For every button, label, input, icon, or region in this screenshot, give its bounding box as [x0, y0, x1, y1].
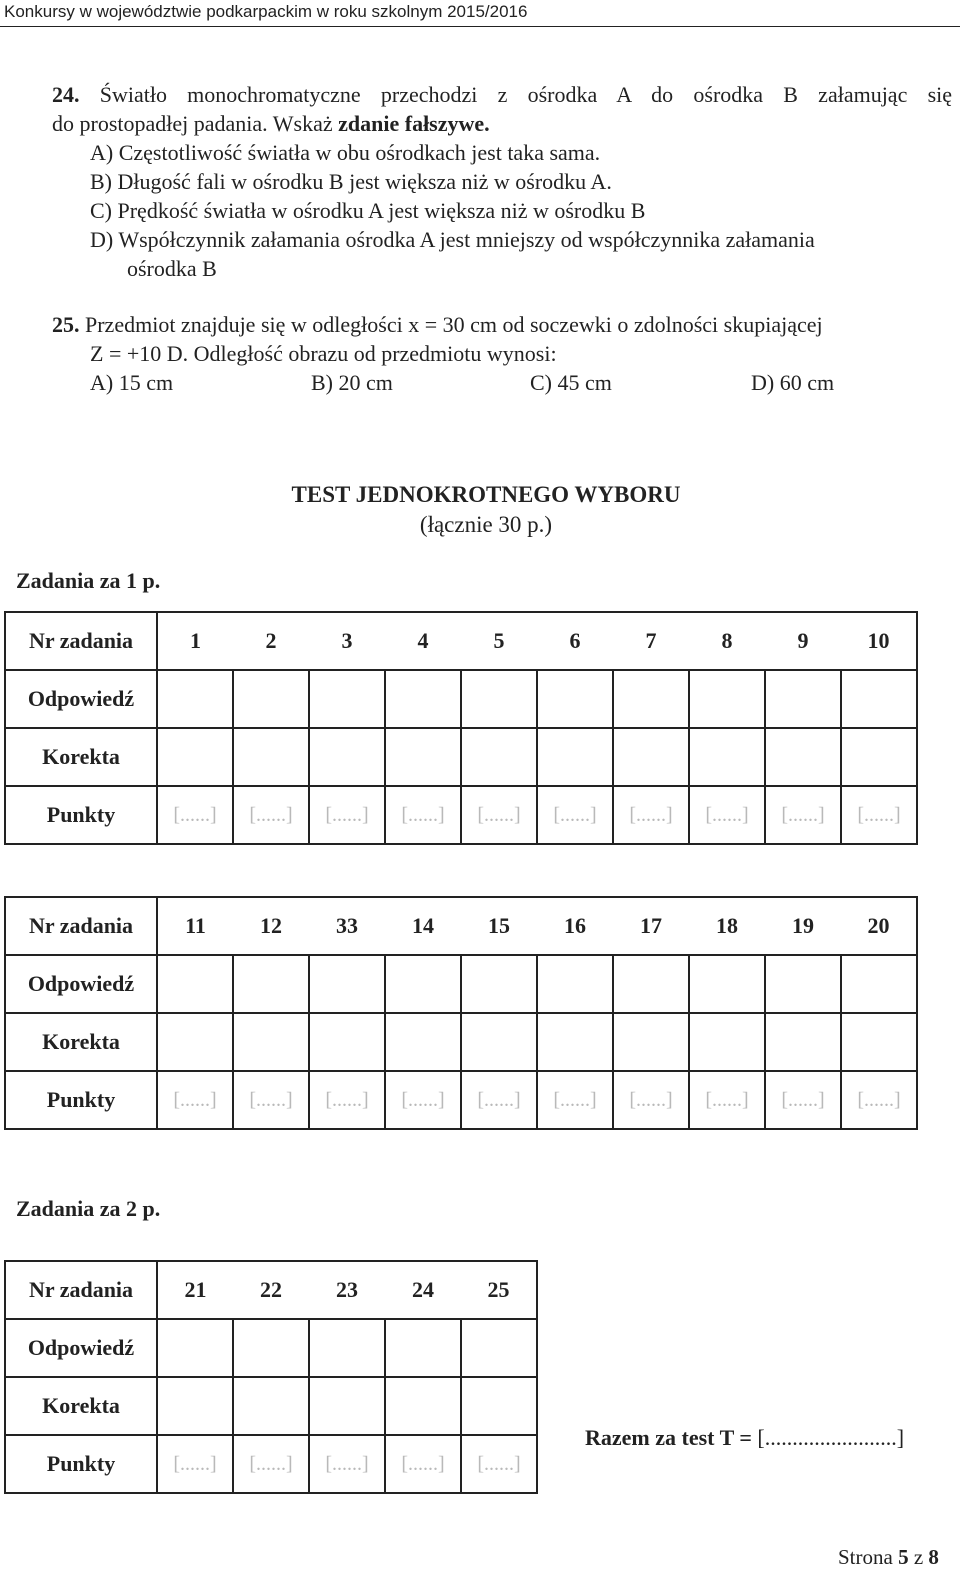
q25-answer-b: B) 20 cm [311, 370, 393, 395]
q25-number: 25. [52, 312, 80, 337]
correction-cell[interactable] [461, 1013, 537, 1071]
total-label: Razem za test T = [585, 1425, 758, 1450]
q24-line1-text: Światło monochromatyczne przechodzi z ośrodka A do ośrodka B załamując się [99, 82, 953, 107]
correction-cell[interactable] [537, 728, 613, 786]
answer-cell[interactable] [461, 670, 537, 728]
correction-cell[interactable] [613, 728, 689, 786]
row-label-nr: Nr zadania [5, 897, 157, 955]
points-cell[interactable]: [......] [385, 1071, 461, 1129]
correction-cell[interactable] [309, 1013, 385, 1071]
task-number: 8 [689, 612, 765, 670]
points-cell[interactable]: [......] [765, 1071, 841, 1129]
answer-cell[interactable] [157, 955, 233, 1013]
points-cell[interactable]: [......] [613, 1071, 689, 1129]
points-cell[interactable]: [......] [309, 1435, 385, 1493]
correction-cell[interactable] [233, 728, 309, 786]
answer-cell[interactable] [613, 955, 689, 1013]
table-row-points [5, 1435, 537, 1493]
row-label-kor: Korekta [5, 1377, 157, 1435]
answer-cell[interactable] [157, 1319, 233, 1377]
points-cell[interactable]: [......] [537, 1071, 613, 1129]
total-score [585, 1425, 904, 1451]
task-number: 5 [461, 612, 537, 670]
points-cell[interactable]: [......] [461, 1435, 537, 1493]
task-number: 20 [841, 897, 917, 955]
answer-cell[interactable] [461, 1319, 537, 1377]
q24-option-d: D) Współczynnik załamania ośrodka A jest mniejszy od współczynnika załamania [90, 227, 815, 252]
answer-cell[interactable] [765, 670, 841, 728]
answer-cell[interactable] [841, 670, 917, 728]
footer-mid: z [908, 1545, 929, 1569]
page-footer [838, 1545, 939, 1570]
row-label-kor: Korekta [5, 728, 157, 786]
points-cell[interactable]: [......] [765, 786, 841, 844]
task-number: 19 [765, 897, 841, 955]
answer-cell[interactable] [537, 670, 613, 728]
task-number: 25 [461, 1261, 537, 1319]
footer-prefix: Strona [838, 1545, 899, 1569]
section-label-1p: Zadania za 1 p. [16, 568, 161, 593]
q24-line1 [52, 80, 952, 109]
correction-cell[interactable] [765, 728, 841, 786]
correction-cell[interactable] [385, 728, 461, 786]
q24-option-d-cont: ośrodka B [127, 256, 217, 281]
answer-table-11-20 [4, 896, 918, 1130]
points-cell[interactable]: [......] [537, 786, 613, 844]
task-number: 15 [461, 897, 537, 955]
task-number: 1 [157, 612, 233, 670]
row-label-nr: Nr zadania [5, 1261, 157, 1319]
answer-cell[interactable] [157, 670, 233, 728]
table-row-answers [5, 1319, 537, 1377]
table-row-numbers [5, 897, 917, 955]
q25-line1-text: Przedmiot znajduje się w odległości x = 30 cm od soczewki o zdolności skupiającej [85, 312, 823, 337]
row-label-odp: Odpowiedź [5, 955, 157, 1013]
question-25 [52, 310, 952, 397]
answer-cell[interactable] [233, 670, 309, 728]
section-label-2p: Zadania za 2 p. [16, 1196, 161, 1221]
table-row-numbers [5, 1261, 537, 1319]
points-cell[interactable]: [......] [233, 1071, 309, 1129]
answer-cell[interactable] [233, 955, 309, 1013]
q24-emphasis: zdanie fałszywe. [338, 111, 490, 136]
task-number: 11 [157, 897, 233, 955]
points-cell[interactable]: [......] [613, 786, 689, 844]
answer-cell[interactable] [689, 670, 765, 728]
task-number: 9 [765, 612, 841, 670]
row-label-pkt: Punkty [5, 1435, 157, 1493]
task-number: 16 [537, 897, 613, 955]
total-value[interactable]: [........................] [757, 1425, 905, 1450]
footer-page: 5 [898, 1545, 909, 1569]
correction-cell[interactable] [309, 1377, 385, 1435]
task-number: 17 [613, 897, 689, 955]
answer-cell[interactable] [461, 955, 537, 1013]
points-cell[interactable]: [......] [385, 786, 461, 844]
table-row-answers [5, 955, 917, 1013]
answer-cell[interactable] [309, 955, 385, 1013]
answer-cell[interactable] [385, 955, 461, 1013]
points-cell[interactable]: [......] [689, 1071, 765, 1129]
question-24 [52, 80, 952, 283]
points-cell[interactable]: [......] [461, 1071, 537, 1129]
test-title: TEST JEDNOKROTNEGO WYBORU [291, 482, 681, 507]
table-row-points [5, 786, 917, 844]
answer-cell[interactable] [309, 670, 385, 728]
correction-cell[interactable] [689, 728, 765, 786]
task-number: 4 [385, 612, 461, 670]
correction-cell[interactable] [233, 1013, 309, 1071]
answer-cell[interactable] [613, 670, 689, 728]
q25-line1 [52, 310, 952, 339]
answer-cell[interactable] [841, 955, 917, 1013]
points-cell[interactable]: [......] [157, 1071, 233, 1129]
q24-line2 [52, 109, 952, 138]
row-label-odp: Odpowiedź [5, 1319, 157, 1377]
footer-total: 8 [928, 1545, 939, 1569]
task-number: 18 [689, 897, 765, 955]
points-cell[interactable]: [......] [385, 1435, 461, 1493]
row-label-odp: Odpowiedź [5, 670, 157, 728]
answer-cell[interactable] [233, 1319, 309, 1377]
task-number: 14 [385, 897, 461, 955]
answer-table-1-10 [4, 611, 918, 845]
header-text: Konkursy w województwie podkarpackim w roku szkolnym 2015/2016 [4, 2, 528, 21]
points-cell[interactable]: [......] [841, 786, 917, 844]
task-number: 22 [233, 1261, 309, 1319]
correction-cell[interactable] [765, 1013, 841, 1071]
correction-cell[interactable] [841, 728, 917, 786]
q25-answer-c: C) 45 cm [530, 370, 612, 395]
correction-cell[interactable] [233, 1377, 309, 1435]
points-cell[interactable]: [......] [461, 786, 537, 844]
q24-number: 24. [52, 82, 80, 107]
task-number: 10 [841, 612, 917, 670]
correction-cell[interactable] [461, 728, 537, 786]
answer-cell[interactable] [385, 1319, 461, 1377]
table-row-answers [5, 670, 917, 728]
task-number: 6 [537, 612, 613, 670]
correction-cell[interactable] [157, 1377, 233, 1435]
header-rule [0, 26, 960, 27]
correction-cell[interactable] [689, 1013, 765, 1071]
table-row-correction [5, 728, 917, 786]
answer-cell[interactable] [537, 955, 613, 1013]
row-label-kor: Korekta [5, 1013, 157, 1071]
test-subtitle: (łącznie 30 p.) [419, 512, 553, 537]
answer-cell[interactable] [765, 955, 841, 1013]
points-cell[interactable]: [......] [157, 786, 233, 844]
table-row-correction [5, 1013, 917, 1071]
correction-cell[interactable] [613, 1013, 689, 1071]
task-number: 12 [233, 897, 309, 955]
task-number: 33 [309, 897, 385, 955]
points-cell[interactable]: [......] [233, 786, 309, 844]
correction-cell[interactable] [309, 728, 385, 786]
table-row-numbers [5, 612, 917, 670]
points-cell[interactable]: [......] [309, 1071, 385, 1129]
correction-cell[interactable] [157, 728, 233, 786]
correction-cell[interactable] [461, 1377, 537, 1435]
q24-option-b: B) Długość fali w ośrodku B jest większa niż w ośrodku A. [90, 169, 612, 194]
correction-cell[interactable] [841, 1013, 917, 1071]
task-number: 3 [309, 612, 385, 670]
correction-cell[interactable] [537, 1013, 613, 1071]
correction-cell[interactable] [157, 1013, 233, 1071]
table-row-correction [5, 1377, 537, 1435]
q25-answers [52, 368, 952, 397]
row-label-pkt: Punkty [5, 1071, 157, 1129]
points-cell[interactable]: [......] [309, 786, 385, 844]
q25-answer-a: A) 15 cm [90, 370, 174, 395]
page-header [0, 0, 960, 26]
task-number: 2 [233, 612, 309, 670]
points-cell[interactable]: [......] [841, 1071, 917, 1129]
correction-cell[interactable] [385, 1377, 461, 1435]
points-cell[interactable]: [......] [233, 1435, 309, 1493]
answer-cell[interactable] [309, 1319, 385, 1377]
q24-option-c: C) Prędkość światła w ośrodku A jest większa niż w ośrodku B [90, 198, 646, 223]
row-label-pkt: Punkty [5, 786, 157, 844]
row-label-nr: Nr zadania [5, 612, 157, 670]
points-cell[interactable]: [......] [157, 1435, 233, 1493]
q25-line2: Z = +10 D. Odległość obrazu od przedmiotu wynosi: [90, 341, 557, 366]
correction-cell[interactable] [385, 1013, 461, 1071]
task-number: 21 [157, 1261, 233, 1319]
task-number: 7 [613, 612, 689, 670]
q24-option-a: A) Częstotliwość światła w obu ośrodkach jest taka sama. [90, 140, 601, 165]
q25-answer-d: D) 60 cm [751, 370, 835, 395]
answer-cell[interactable] [385, 670, 461, 728]
answer-cell[interactable] [689, 955, 765, 1013]
task-number: 23 [309, 1261, 385, 1319]
table-row-points [5, 1071, 917, 1129]
q24-line2-text: do prostopadłej padania. Wskaż [52, 111, 339, 136]
task-number: 24 [385, 1261, 461, 1319]
points-cell[interactable]: [......] [689, 786, 765, 844]
answer-table-21-25 [4, 1260, 538, 1494]
